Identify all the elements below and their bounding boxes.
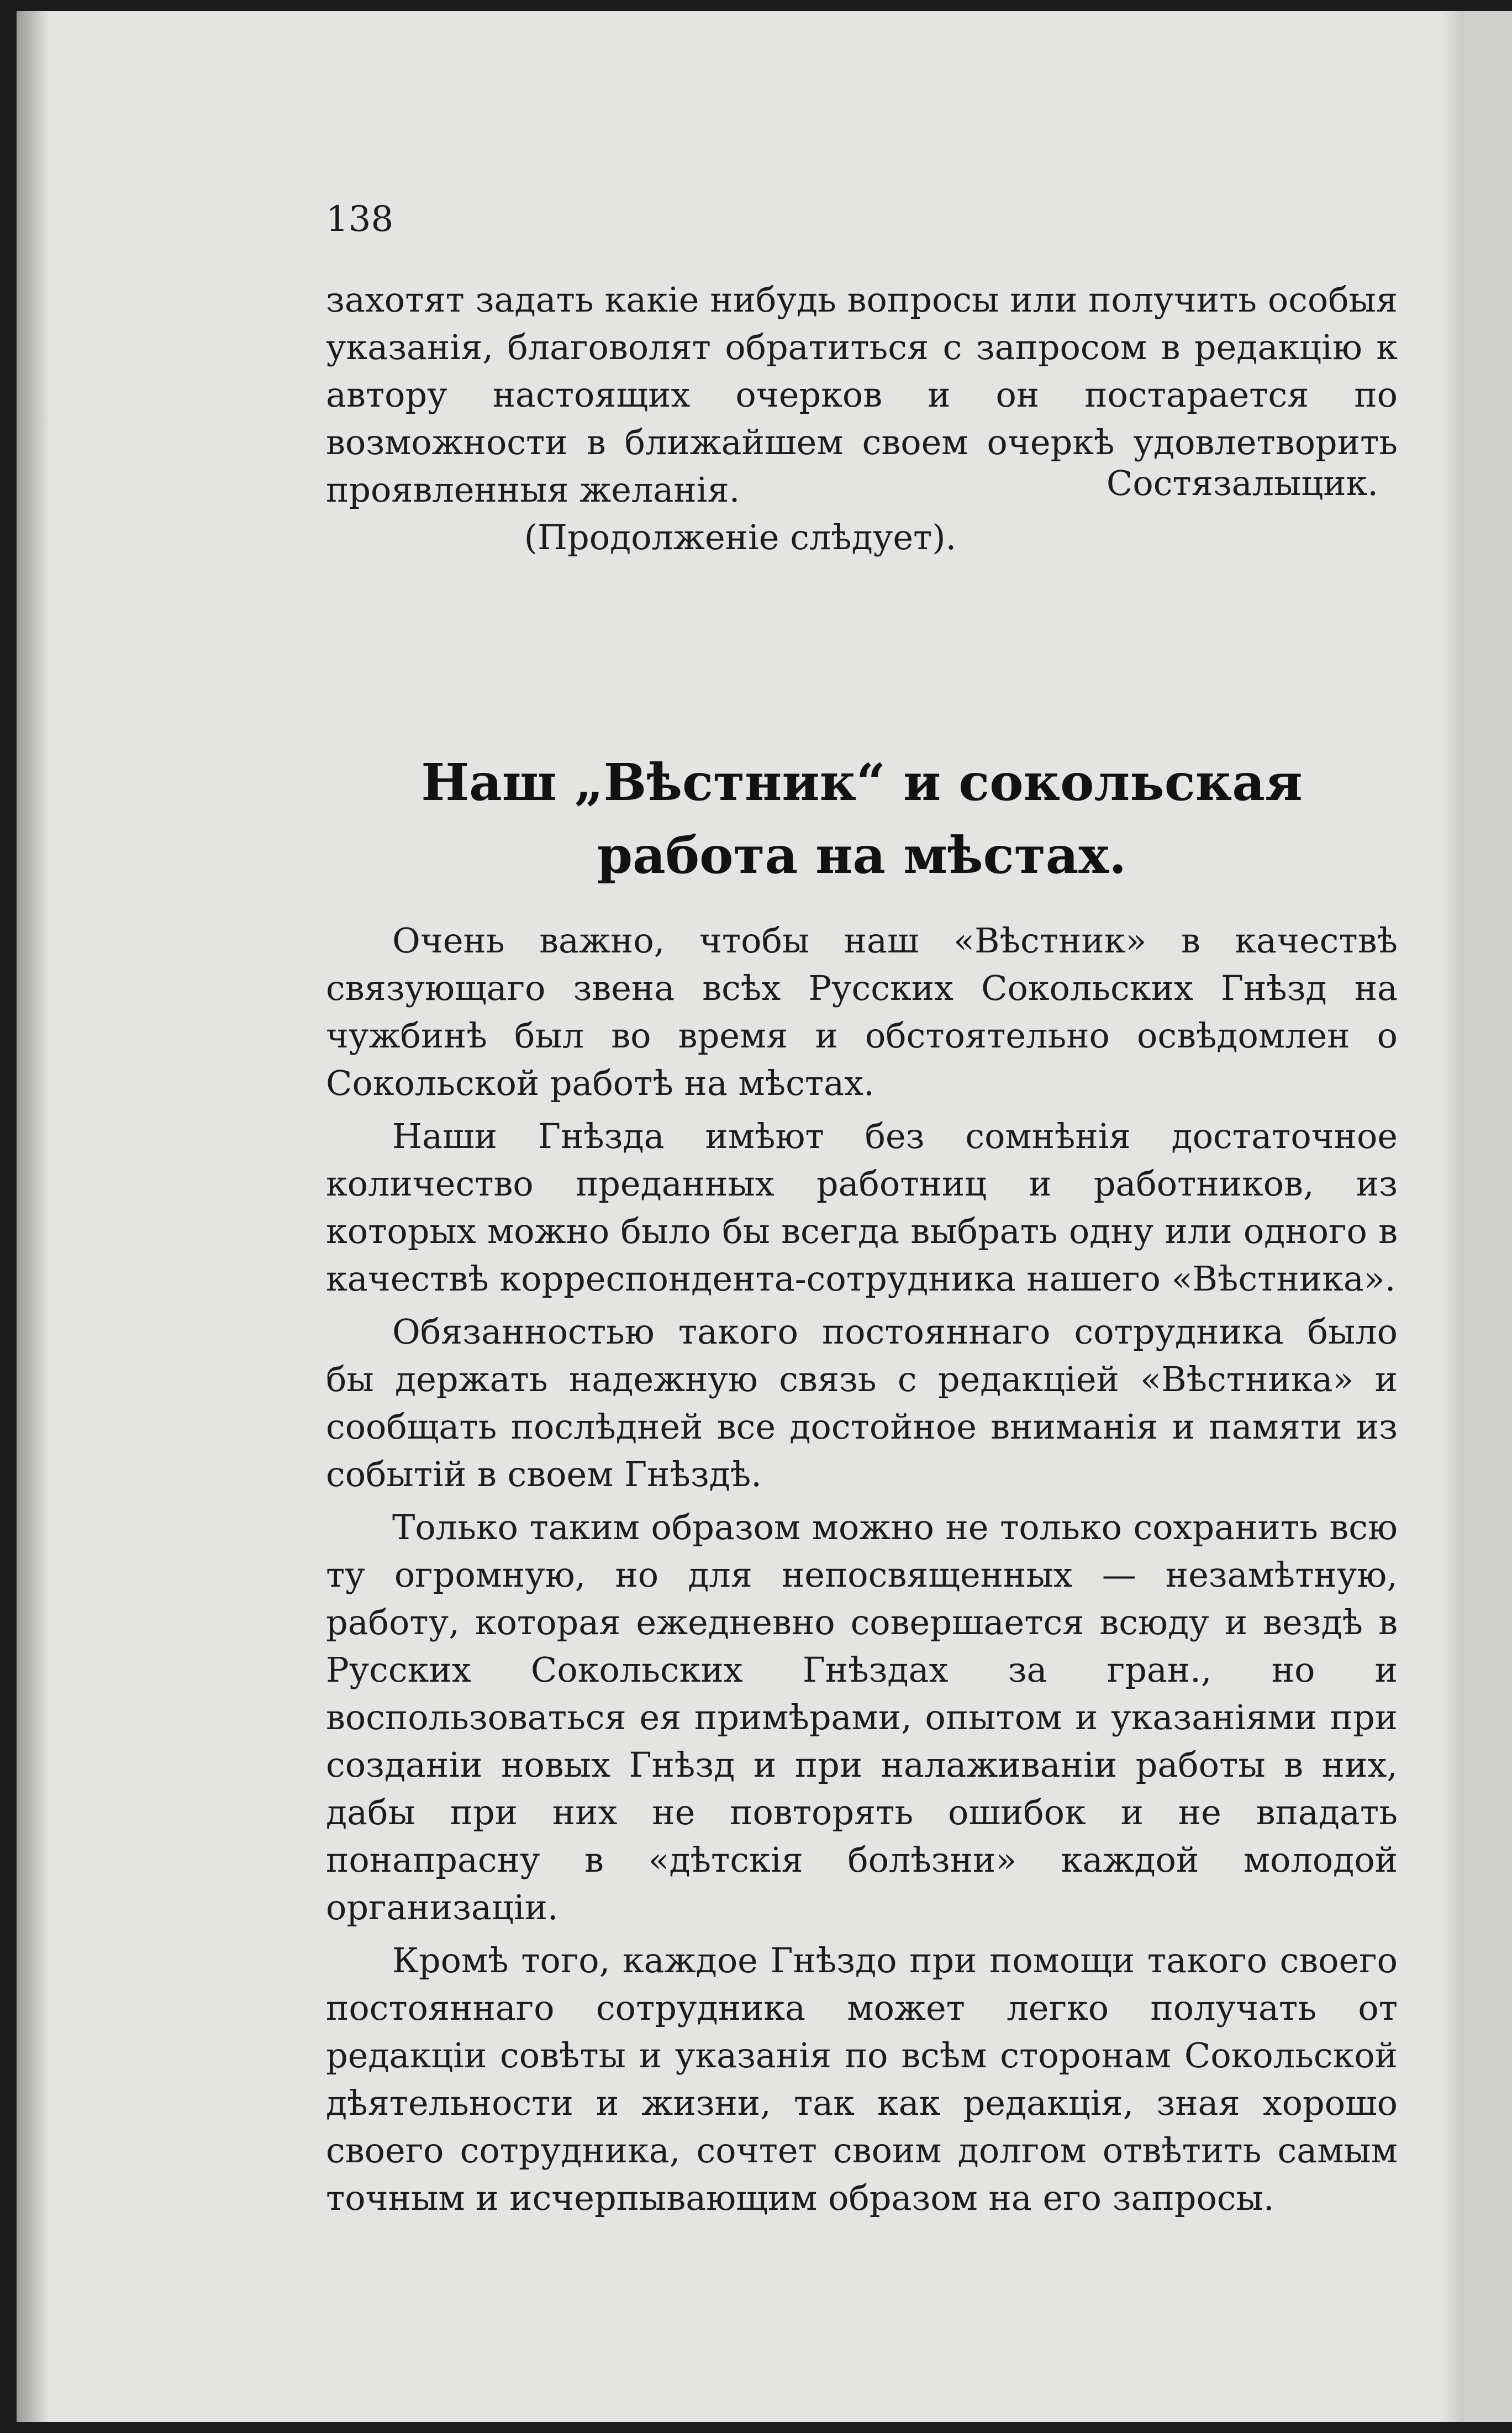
article-paragraph-3: Обязанностью такого постояннаго сотрудника было бы держать надежную связь с редакціей «Вѣстника» и сообщать послѣдней все достойное вниманія и памяти из событій в своем Гнѣздѣ.: [326, 1312, 1398, 1494]
article-paragraph-5: Кромѣ того, каждое Гнѣздо при помощи такого своего постояннаго сотрудника может легко получать от редакціи совѣты и указанія по всѣм сторонам Сокольской дѣятельности и жизни, так как редакція, зная хорошо своего сотрудника, сочтет своим долгом отвѣтить самым точным и исчерпывающим образом на его запросы.: [326, 1940, 1398, 2218]
continued-note: (Продолженіе слѣдует).: [524, 517, 957, 557]
page-number: 138: [326, 199, 394, 240]
article-paragraph-4: Только таким образом можно не только сохранить всю ту огромную, но для непосвященных — незамѣтную, работу, которая ежедневно совершается всюду и вездѣ в Русских Сокольских Гнѣздах за гран., но и воспользоваться ея примѣрами, опытом и указаніями при созданіи новых Гнѣзд и при налаживаніи работы в них, дабы при них не повторять ошибок и не впадать понапрасну в «дѣтскія болѣзни» каждой молодой организаціи.: [326, 1507, 1398, 1928]
document-page: [17, 11, 1464, 2422]
previous-article-signature: Состязалыцик.: [1106, 463, 1378, 503]
article-paragraph-2: Наши Гнѣзда имѣют без сомнѣнія достаточное количество преданных работниц и работников, из которых можно было бы всегда выбрать одну или одного в качествѣ корреспондента-сотрудника нашего «Вѣстника».: [326, 1116, 1398, 1299]
article-body: [326, 917, 1398, 2227]
previous-article-closing-text: захотят задать какіе нибудь вопросы или получить особыя указанія, благоволят обратиться с запросом в редакцію к автору настоящих очерков и он постарается по возможности в ближайшем своем очеркѣ удовлетворить проявленныя желанія.: [326, 280, 1398, 510]
scanner-edge-strip: [1464, 11, 1512, 2422]
page-binding-shadow: [17, 11, 50, 2422]
page-edge-shadow: [1442, 11, 1464, 2422]
article-title: Наш „Вѣстник“ и сокольская работа на мѣстах.: [421, 752, 1303, 885]
article-paragraph-1: Очень важно, чтобы наш «Вѣстник» в качествѣ связующаго звена всѣх Русских Сокольских Гнѣзд на чужбинѣ был во время и обстоятельно освѣдомлен о Сокольской работѣ на мѣстах.: [326, 920, 1398, 1103]
